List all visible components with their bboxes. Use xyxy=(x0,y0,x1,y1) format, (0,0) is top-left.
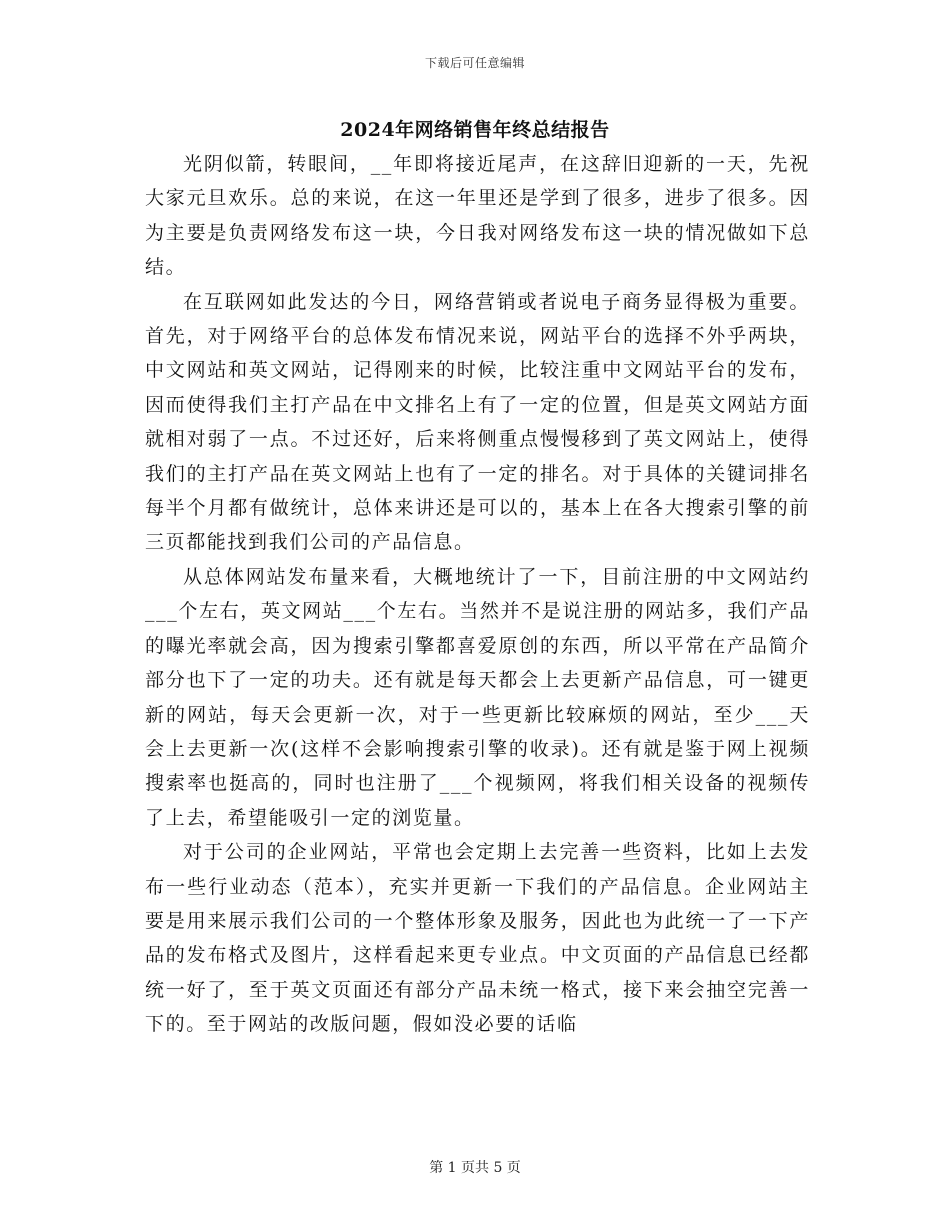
paragraph-4: 对于公司的企业网站，平常也会定期上去完善一些资料，比如上去发布一些行业动态（范本），充实并更新一下我们的产品信息。企业网站主要是用来展示我们公司的一个整体形象及服务，因此也为此统一了一下产品的发布格式及图片，这样看起来更专业点。中文页面的产品信息已经都统一好了，至于英文页面还有部分产品未统一格式，接下来会抽空完善一下的。至于网站的改版问题，假如没必要的话临 xyxy=(145,841,810,1036)
page-number: 第 1 页共 5 页 xyxy=(429,1160,521,1176)
document-title: 2024年网络销售年终总结报告 xyxy=(340,119,610,141)
document-body xyxy=(145,147,810,1042)
header-note: 下载后可任意编辑 xyxy=(424,56,525,70)
paragraph-3: 从总体网站发布量来看，大概地统计了一下，目前注册的中文网站约___个左右，英文网站___个左右。当然并不是说注册的网站多，我们产品的曝光率就会高，因为搜索引擎都喜爱原创的东西，所以平常在产品简介部分也下了一定的功夫。还有就是每天都会上去更新产品信息，可一键更新的网站，每天会更新一次，对于一些更新比较麻烦的网站，至少___天会上去更新一次(这样不会影响搜索引擎的收录)。还有就是鉴于网上视频搜索率也挺高的，同时也注册了___个视频网，将我们相关设备的视频传了上去，希望能吸引一定的浏览量。 xyxy=(145,565,810,829)
paragraph-1: 光阴似箭，转眼间，__年即将接近尾声，在这辞旧迎新的一天，先祝大家元旦欢乐。总的来说，在这一年里还是学到了很多，进步了很多。因为主要是负责网络发布这一块，今日我对网络发布这一块的情况做如下总结。 xyxy=(145,153,810,279)
paragraph-2: 在互联网如此发达的今日，网络营销或者说电子商务显得极为重要。首先，对于网络平台的总体发布情况来说，网站平台的选择不外乎两块，中文网站和英文网站，记得刚来的时候，比较注重中文网站平台的发布，因而使得我们主打产品在中文排名上有了一定的位置，但是英文网站方面就相对弱了一点。不过还好，后来将侧重点慢慢移到了英文网站上，使得我们的主打产品在英文网站上也有了一定的排名。对于具体的关键词排名每半个月都有做统计，总体来讲还是可以的，基本上在各大搜索引擎的前三页都能找到我们公司的产品信息。 xyxy=(145,290,810,554)
